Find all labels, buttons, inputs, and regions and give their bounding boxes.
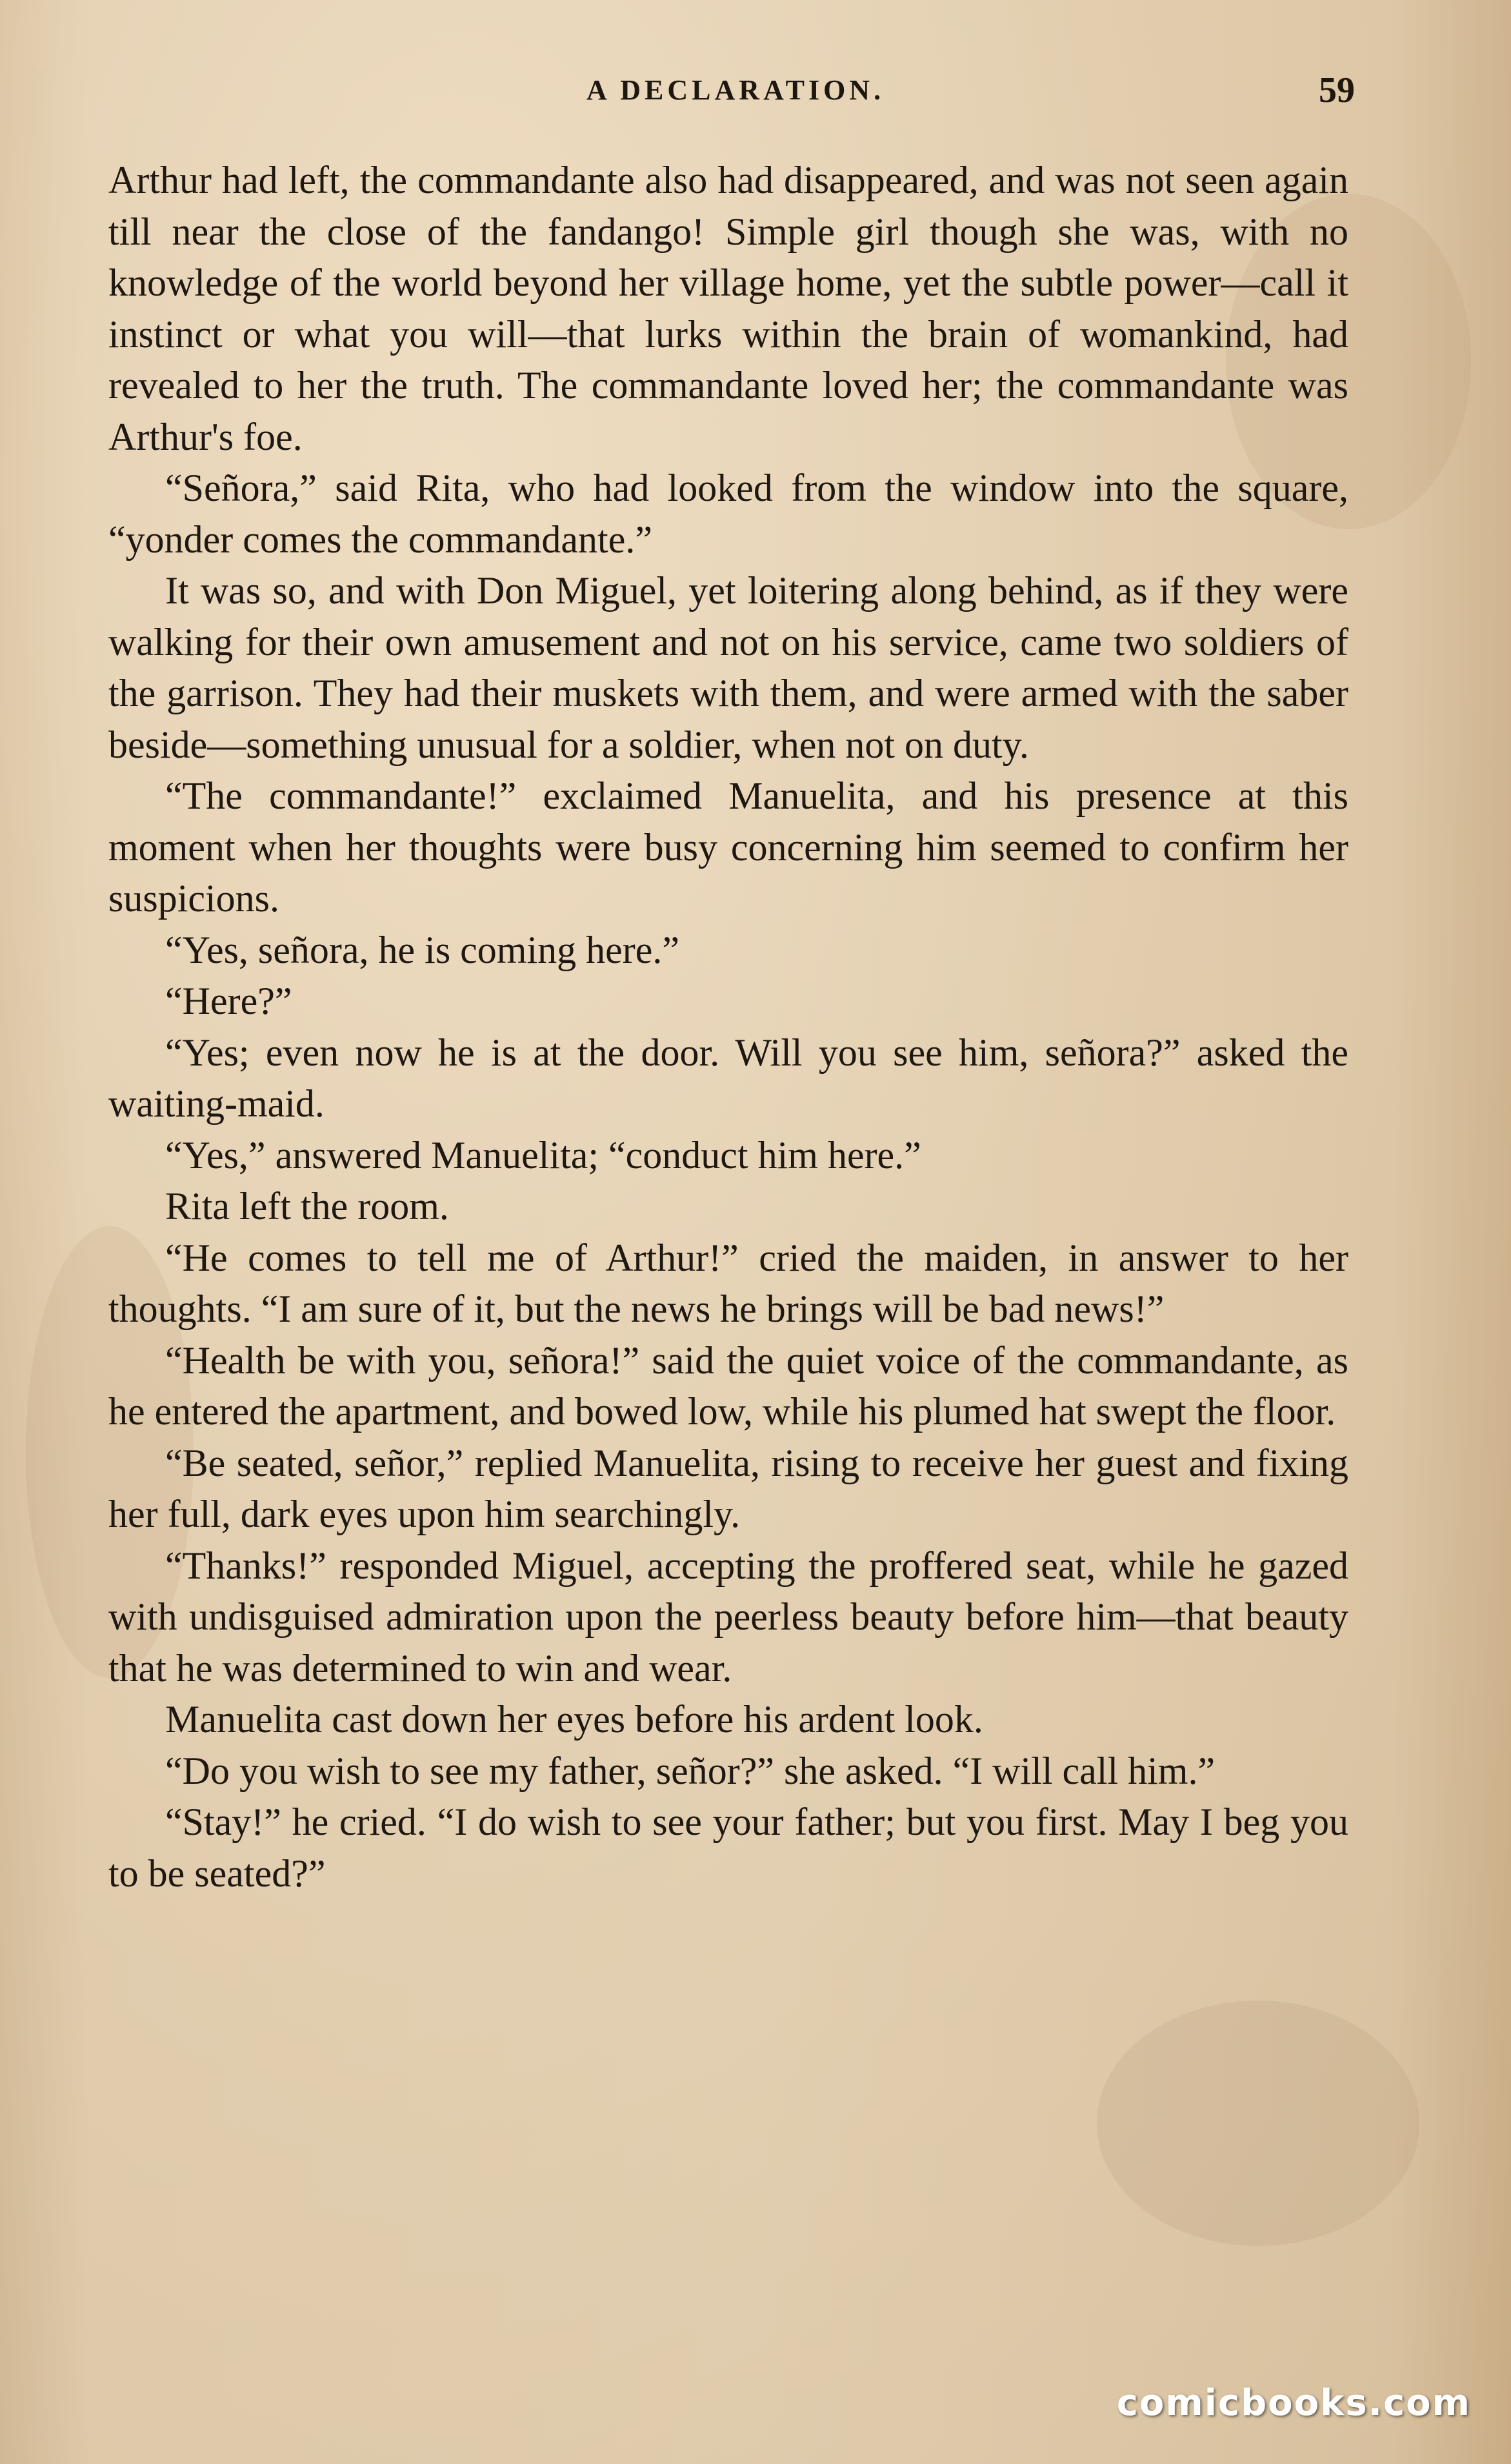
paragraph: “Stay!” he cried. “I do wish to see your father; but you first. May I beg you to be seated?” (108, 1801, 1348, 1895)
paragraph: “Health be with you, señora!” said the quiet voice of the commandante, as he entered the apartment, and bowed low, while his plumed hat swept the floor. (108, 1338, 1348, 1433)
paragraph: “He comes to tell me of Arthur!” cried the maiden, in answer to her thoughts. “I am sure of it, but the news he brings will be bad news!” (108, 1236, 1348, 1330)
paragraph: “Do you wish to see my father, señor?” she asked. “I will call him.” (165, 1749, 1216, 1792)
paragraph: Manuelita cast down her eyes before his ardent look. (165, 1698, 983, 1741)
paragraph: “Thanks!” responded Miguel, accepting the proffered seat, while he gazed with undisguised admiration upon the peerless beauty before him—that beauty that he was determined to win and wear. (108, 1544, 1348, 1690)
paragraph: It was so, and with Don Miguel, yet loitering along behind, as if they were walking for their own amusement and not on his service, came two soldiers of the garrison. They had their muskets with them, and were armed with the saber beside—something unusual for a soldier, when not on duty. (108, 569, 1348, 766)
watermark: comicbooks.com (1116, 2382, 1471, 2424)
paragraph: “Yes, señora, he is coming here.” (165, 928, 680, 971)
body-text (108, 155, 1348, 1899)
paragraph: Arthur had left, the commandante also had disappeared, and was not seen again till near the close of the fandango! Simple girl though she was, with no knowledge of the world beyond her village home, yet the subtle power—call it instinct or what you will—that lurks within the brain of womankind, had revealed to her the truth. The commandante loved her; the commandante was Arthur's foe. (108, 159, 1348, 458)
page-number: 59 (1319, 70, 1355, 110)
paragraph: Rita left the room. (165, 1185, 449, 1227)
paragraph: “Here?” (165, 980, 292, 1022)
paper-stain (1097, 2001, 1419, 2246)
paragraph: “The commandante!” exclaimed Manuelita, and his presence at this moment when her thoughts were busy concerning him seemed to confirm her suspicions. (108, 774, 1348, 920)
running-head (116, 71, 1355, 110)
paragraph: “Yes; even now he is at the door. Will you see him, señora?” asked the waiting-maid. (108, 1031, 1348, 1125)
paragraph: “Yes,” answered Manuelita; “conduct him here.” (165, 1133, 921, 1176)
paragraph: “Be seated, señor,” replied Manuelita, rising to receive her guest and fixing her full, dark eyes upon him searchingly. (108, 1441, 1348, 1535)
paragraph: “Señora,” said Rita, who had looked from the window into the square, “yonder comes the commandante.” (108, 467, 1348, 561)
running-title: A DECLARATION. (586, 74, 885, 106)
